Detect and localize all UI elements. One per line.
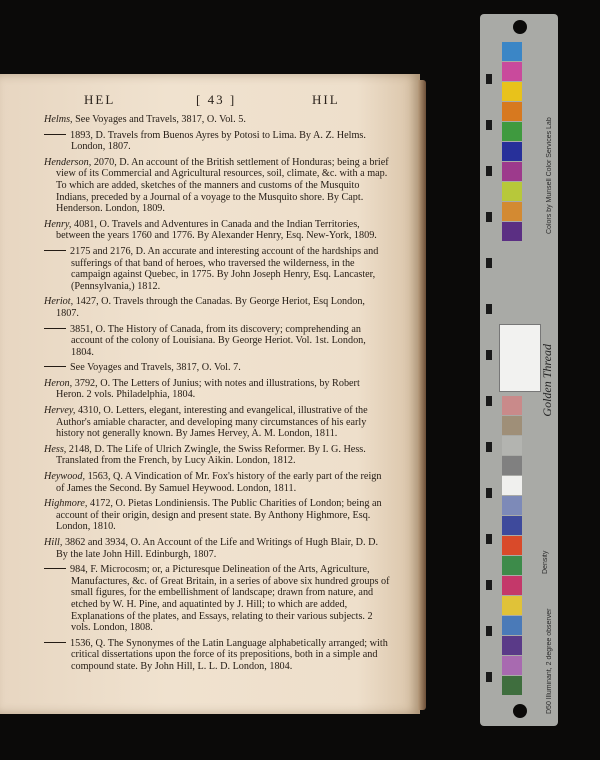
running-head-left: HEL: [84, 92, 116, 107]
card-side-text-bottom: D50 Illuminant, 2 degree observer: [546, 608, 553, 714]
color-swatch: [502, 182, 522, 201]
color-swatch: [502, 596, 522, 615]
scale-tick: [486, 396, 492, 406]
color-swatch: [502, 536, 522, 555]
catalog-entry: [44, 246, 390, 292]
color-swatch: [502, 616, 522, 635]
card-logo-text: Golden Thread: [540, 344, 554, 417]
color-swatch: [502, 202, 522, 221]
entry-author: Henderson,: [44, 156, 92, 168]
catalog-entry: [44, 444, 390, 467]
color-swatch: [502, 102, 522, 121]
punch-hole-top: [513, 20, 527, 34]
entry-text: 3862 and 3934, O. An Account of the Life and Writings of Hugh Blair, D. D. By the late John Hill. Edinburgh, 1807.: [56, 537, 379, 560]
entry-text: 1893, D. Travels from Buenos Ayres by Potosi to Lima. By A. Z. Helms. London, 1807.: [70, 129, 366, 153]
scale-tick: [486, 258, 492, 268]
entry-text: 4310, O. Letters, elegant, interesting and evangelical, illustrative of the Author's amiable character, and developing many circumstances of his early history not generally known. By James Hervey, A. M. London, 1811.: [56, 405, 368, 440]
catalog-entry: [44, 130, 390, 153]
scale-tick: [486, 120, 492, 130]
catalog-entry: [44, 564, 390, 634]
color-swatch: [502, 496, 522, 515]
color-swatch: [502, 416, 522, 435]
entry-author: Heywood,: [44, 471, 86, 483]
page-edge: [418, 80, 426, 710]
scale-tick: [486, 488, 492, 498]
catalog-entry: [44, 362, 390, 374]
catalog-entry: [44, 296, 390, 319]
entry-author: Heriot,: [44, 296, 74, 308]
color-swatch: [502, 142, 522, 161]
entry-text: 1536, Q. The Synonymes of the Latin Language alphabetically arranged; with critical dissertations upon the force of its prepositions, both in a simple and compound state. By John Hill, L. L. D. London, 1804.: [70, 637, 388, 672]
entry-text: See Voyages and Travels, 3817, O. Vol. 7.: [70, 362, 241, 374]
entry-text: 4081, O. Travels and Adventures in Canada and the Indian Territories, between the years 1760 and 1776. By Alexander Henry, Esq. New-York, 1809.: [56, 218, 377, 242]
scale-tick: [486, 166, 492, 176]
ditto-dash: [44, 366, 66, 367]
color-swatch: [502, 436, 522, 455]
entry-text: 1427, O. Travels through the Canadas. By George Heriot, Esq London, 1807.: [56, 296, 365, 319]
color-swatch: [502, 476, 522, 495]
ditto-dash: [44, 328, 66, 329]
card-density-label: Density: [542, 550, 549, 574]
catalog-entry: [44, 219, 390, 242]
punch-hole-bottom: [513, 704, 527, 718]
color-swatch: [502, 62, 522, 81]
entry-text: 3792, O. The Letters of Junius; with notes and illustrations, by Robert Heron. 2 vols. Philadelphia, 1804.: [56, 377, 360, 401]
logo-mark: [499, 324, 541, 392]
scale-tick: [486, 672, 492, 682]
catalog-entry: [44, 537, 390, 560]
color-swatch: [502, 456, 522, 475]
ditto-dash: [44, 568, 66, 569]
entry-author: Hess,: [44, 443, 67, 455]
catalog-entry: [44, 638, 390, 673]
scale-tick: [486, 626, 492, 636]
running-head: [0, 92, 420, 110]
scale-tick: [486, 304, 492, 314]
color-swatch: [502, 396, 522, 415]
entry-text: 2148, D. The Life of Ulrich Zwingle, the Swiss Reformer. By I. G. Hess. Translated from the French, by Lucy Aikin. London, 1812.: [56, 443, 366, 467]
ditto-dash: [44, 642, 66, 643]
entry-text: 3851, O. The History of Canada, from its discovery; comprehending an account of the colony of Louisiana. By George Heriot. Vol. 1st. London, 1804.: [70, 323, 366, 358]
running-head-right: HIL: [312, 92, 340, 107]
color-swatch: [502, 42, 522, 61]
entry-text: 2070, D. An account of the British settlement of Honduras; being a brief view of its Commercial and Agricultural resources, soil, climate, &c. with a map. To which are added, sketches of the manners and customs of the Musquito Indians, preceded by a Journal of a voyage to the Musquito shore. By Capt. Henderson. London, 1809.: [56, 156, 389, 215]
color-swatch: [502, 516, 522, 535]
catalog-entry: [44, 378, 390, 401]
catalog-entry: [44, 471, 390, 494]
scale-tick: [486, 212, 492, 222]
catalog-entry: [44, 114, 390, 126]
color-swatch: [502, 656, 522, 675]
color-swatch: [502, 222, 522, 241]
scale-tick: [486, 74, 492, 84]
scale-tick: [486, 442, 492, 452]
entry-text: See Voyages and Travels, 3817, O. Vol. 5.: [72, 114, 246, 125]
catalog-entry: [44, 498, 390, 533]
color-swatch: [502, 636, 522, 655]
ditto-dash: [44, 250, 66, 251]
entry-text: 2175 and 2176, D. An accurate and interesting account of the hardships and sufferings of that band of heroes, who traversed the wilderness, in the campaign against Quebec, in 1775. By John Joseph Henry, Esq. Lancaster, (Pennsylvania,) 1812.: [70, 245, 379, 292]
color-swatch: [502, 556, 522, 575]
entry-author: Henry,: [44, 218, 72, 230]
entry-author: Hill,: [44, 537, 63, 548]
scale-tick: [486, 350, 492, 360]
color-swatch: [502, 676, 522, 695]
entry-author: Highmore,: [44, 498, 88, 510]
color-swatch: [502, 122, 522, 141]
card-side-text-top: Colors by Munsell Color Services Lab: [546, 117, 553, 234]
color-swatch: [502, 576, 522, 595]
color-swatch: [502, 82, 522, 101]
scale-tick: [486, 580, 492, 590]
entry-text: 984, F. Microcosm; or, a Picturesque Delineation of the Arts, Agriculture, Manufactures, &c. of Great Britain, in a series of above six hundred groups of small figures, for the embellishment of landscape; drawn from nature, and etched by W. H. Pine, and aquatinted by J. Hill; to which are added, Explanations of the plates, and Essays, relating to their various subjects. 2 vols. London, 1808.: [70, 564, 390, 634]
catalog-entry: [44, 157, 390, 215]
entry-text: 1563, Q. A Vindication of Mr. Fox's history of the early part of the reign of James the Second. By Samuel Heywood. London, 1811.: [56, 471, 382, 494]
ditto-dash: [44, 134, 66, 135]
catalog-entry: [44, 405, 390, 440]
catalog-entry: [44, 324, 390, 359]
entry-text: 4172, O. Pietas Londiniensis. The Public Charities of London; being an account of their origin, design and present state. By Anthony Highmore, Esq. London, 1810.: [56, 498, 382, 533]
color-swatch: [502, 162, 522, 181]
scale-tick: [486, 534, 492, 544]
entry-author: Heron,: [44, 377, 73, 389]
entry-author: Helms,: [44, 114, 73, 125]
page-number: [ 43 ]: [196, 92, 237, 107]
color-calibration-card: [480, 14, 558, 726]
catalog-entries: [44, 114, 390, 677]
entry-author: Hervey,: [44, 405, 76, 417]
